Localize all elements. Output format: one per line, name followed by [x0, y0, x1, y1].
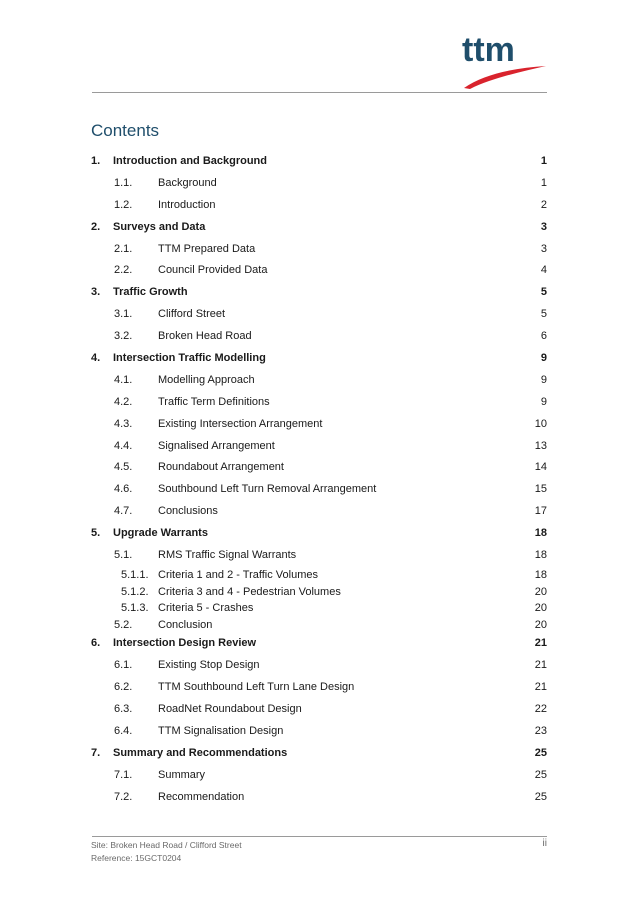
- header-divider: [92, 92, 547, 93]
- toc-entry[interactable]: [91, 584, 547, 601]
- toc-entry-page: 17: [534, 505, 547, 518]
- toc-entry-title: Summary and Recommendations: [113, 746, 288, 759]
- toc-entry[interactable]: [91, 655, 547, 677]
- toc-entry[interactable]: [91, 260, 547, 282]
- toc-entry[interactable]: [91, 392, 547, 414]
- toc-entry-page: 5: [540, 286, 547, 299]
- toc-entry-number: 6.2.: [114, 681, 133, 694]
- toc-entry-number: 4.6.: [114, 483, 133, 496]
- toc-entry-title: Criteria 1 and 2 - Traffic Volumes: [158, 568, 318, 581]
- toc-entry[interactable]: [91, 348, 547, 370]
- table-of-contents: [91, 151, 547, 808]
- toc-entry-number: 5.1.1.: [121, 568, 149, 581]
- toc-entry-title: Council Provided Data: [158, 264, 268, 277]
- toc-entry-number: 4.3.: [114, 417, 133, 430]
- toc-entry-page: 14: [534, 461, 547, 474]
- footer-page-number: ii: [542, 838, 547, 849]
- toc-entry[interactable]: [91, 479, 547, 501]
- toc-entry-page: 2: [540, 198, 547, 211]
- toc-entry-number: 5.2.: [114, 618, 133, 631]
- toc-entry[interactable]: [91, 600, 547, 617]
- toc-entry[interactable]: [91, 567, 547, 584]
- toc-entry-title: Upgrade Warrants: [113, 527, 208, 540]
- toc-entry[interactable]: [91, 326, 547, 348]
- toc-entry[interactable]: [91, 633, 547, 655]
- toc-entry[interactable]: [91, 195, 547, 217]
- toc-entry-number: 5.1.: [114, 549, 133, 562]
- toc-entry-page: 3: [540, 220, 547, 233]
- toc-entry-title: TTM Southbound Left Turn Lane Design: [158, 681, 355, 694]
- toc-entry-title: Summary: [158, 768, 206, 781]
- toc-entry[interactable]: [91, 721, 547, 743]
- toc-entry-number: 5.: [91, 527, 101, 540]
- toc-entry[interactable]: [91, 414, 547, 436]
- toc-entry-title: RoadNet Roundabout Design: [158, 702, 302, 715]
- toc-entry-number: 4.7.: [114, 505, 133, 518]
- toc-entry-page: 1: [540, 155, 547, 167]
- toc-entry[interactable]: [91, 743, 547, 765]
- toc-entry-number: 3.2.: [114, 330, 133, 343]
- toc-entry-title: Introduction: [158, 198, 216, 211]
- toc-entry[interactable]: [91, 304, 547, 326]
- toc-entry-number: 1.2.: [114, 198, 133, 211]
- toc-entry-title: TTM Signalisation Design: [158, 724, 284, 737]
- toc-entry-page: 15: [534, 483, 547, 496]
- toc-entry-title: Background: [158, 176, 217, 189]
- toc-entry-number: 4.1.: [114, 373, 133, 386]
- footer-reference: Reference: 15GCT0204: [91, 853, 182, 863]
- toc-entry-page: 5: [540, 308, 547, 321]
- toc-entry-title: Introduction and Background: [113, 155, 267, 167]
- toc-entry-title: Southbound Left Turn Removal Arrangement: [158, 483, 377, 496]
- toc-entry[interactable]: [91, 282, 547, 304]
- toc-entry-page: 25: [534, 746, 547, 759]
- toc-entry-number: 2.1.: [114, 242, 133, 255]
- toc-entry[interactable]: [91, 677, 547, 699]
- toc-entry-number: 2.: [91, 220, 101, 233]
- toc-entry-number: 7.: [91, 746, 101, 759]
- toc-entry[interactable]: [91, 545, 547, 567]
- footer-site: Site: Broken Head Road / Clifford Street: [91, 840, 242, 850]
- toc-entry-number: 6.4.: [114, 724, 133, 737]
- toc-entry-page: 18: [534, 568, 547, 581]
- toc-entry-number: 7.1.: [114, 768, 133, 781]
- toc-entry-number: 3.: [91, 286, 101, 299]
- toc-entry[interactable]: [91, 151, 547, 173]
- toc-entry[interactable]: [91, 173, 547, 195]
- toc-entry-number: 6.1.: [114, 659, 133, 672]
- toc-entry[interactable]: [91, 217, 547, 239]
- page-title: Contents: [91, 121, 160, 140]
- toc-entry-number: 3.1.: [114, 308, 133, 321]
- toc-entry-page: 21: [534, 681, 547, 694]
- toc-entry-page: 18: [534, 549, 547, 562]
- toc-entry-page: 10: [534, 417, 547, 430]
- ttm-logo: [462, 31, 548, 90]
- toc-entry-page: 13: [534, 439, 547, 452]
- toc-entry-page: 9: [540, 395, 547, 408]
- toc-entry-page: 25: [534, 768, 547, 781]
- toc-entry[interactable]: [91, 765, 547, 787]
- toc-entry-number: 4.2.: [114, 395, 133, 408]
- toc-entry-title: Surveys and Data: [113, 220, 206, 233]
- toc-entry-title: Intersection Traffic Modelling: [113, 352, 266, 365]
- toc-entry-page: 9: [540, 373, 547, 386]
- toc-entry[interactable]: [91, 787, 547, 809]
- toc-entry-page: 22: [534, 702, 547, 715]
- logo-swoosh-icon: [462, 62, 548, 90]
- toc-entry[interactable]: [91, 370, 547, 392]
- toc-entry[interactable]: [91, 436, 547, 458]
- toc-entry[interactable]: [91, 501, 547, 523]
- footer-divider: [92, 836, 547, 837]
- toc-entry-page: 20: [534, 585, 547, 598]
- toc-entry-page: 3: [540, 242, 547, 255]
- toc-entry-page: 20: [534, 602, 547, 615]
- toc-entry-page: 23: [534, 724, 547, 737]
- toc-entry[interactable]: [91, 523, 547, 545]
- toc-entry-page: 6: [540, 330, 547, 343]
- toc-entry-title: Recommendation: [158, 790, 245, 803]
- toc-entry-number: 4.4.: [114, 439, 133, 452]
- toc-entry-page: 4: [540, 264, 547, 277]
- toc-entry-number: 6.: [91, 637, 101, 650]
- toc-entry[interactable]: [91, 239, 547, 261]
- toc-entry-title: Traffic Growth: [113, 286, 188, 299]
- toc-entry-title: Criteria 5 - Crashes: [158, 602, 254, 615]
- toc-entry[interactable]: [91, 617, 547, 634]
- toc-entry-page: 9: [540, 352, 547, 365]
- toc-entry-page: 25: [534, 790, 547, 803]
- toc-entry-page: 18: [534, 527, 547, 540]
- toc-entry-title: Existing Intersection Arrangement: [158, 417, 323, 430]
- toc-entry-number: 4.5.: [114, 461, 133, 474]
- toc-entry-number: 6.3.: [114, 702, 133, 715]
- toc-entry-title: Conclusion: [158, 618, 213, 631]
- toc-entry-title: TTM Prepared Data: [158, 242, 256, 255]
- toc-entry-number: 1.1.: [114, 176, 133, 189]
- toc-entry-title: Roundabout Arrangement: [158, 461, 284, 474]
- toc-entry-title: Existing Stop Design: [158, 659, 260, 672]
- toc-entry-title: Signalised Arrangement: [158, 439, 275, 452]
- toc-entry-page: 1: [540, 176, 547, 189]
- toc-entry-title: Modelling Approach: [158, 373, 255, 386]
- toc-entry-number: 5.1.2.: [121, 585, 149, 598]
- toc-entry-title: Intersection Design Review: [113, 637, 257, 650]
- toc-entry-page: 20: [534, 618, 547, 631]
- logo-text: ttm: [462, 31, 515, 69]
- toc-entry-number: 4.: [91, 352, 101, 365]
- toc-entry-number: 2.2.: [114, 264, 133, 277]
- toc-entry-number: 7.2.: [114, 790, 133, 803]
- toc-entry-page: 21: [534, 659, 547, 672]
- toc-entry[interactable]: [91, 699, 547, 721]
- toc-entry-title: Criteria 3 and 4 - Pedestrian Volumes: [158, 585, 341, 598]
- toc-entry-number: 1.: [91, 155, 101, 167]
- toc-entry-title: Clifford Street: [158, 308, 226, 321]
- toc-entry-number: 5.1.3.: [121, 602, 149, 615]
- toc-entry[interactable]: [91, 457, 547, 479]
- toc-entry-title: Traffic Term Definitions: [158, 395, 270, 408]
- toc-entry-page: 21: [534, 637, 547, 650]
- toc-entry-title: RMS Traffic Signal Warrants: [158, 549, 297, 562]
- toc-entry-title: Broken Head Road: [158, 330, 252, 343]
- toc-entry-title: Conclusions: [158, 505, 218, 518]
